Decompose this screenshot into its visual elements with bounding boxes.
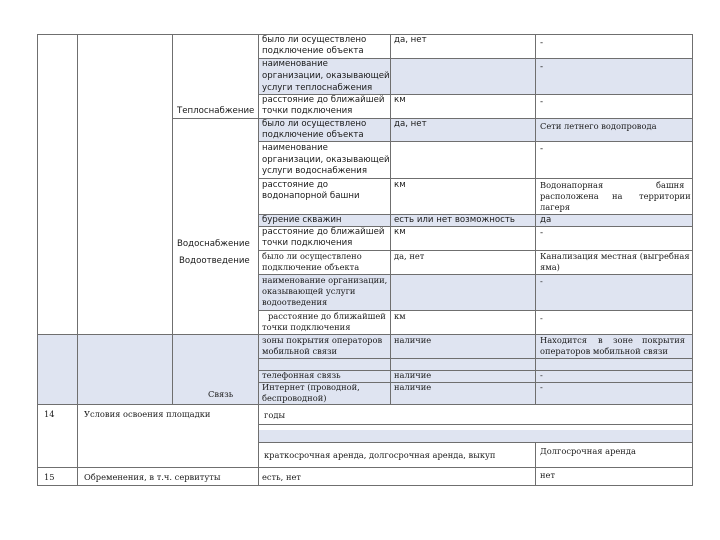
water-a3-w1: Водонапорная [540,180,604,190]
heat-q2-line1: наименование [262,59,328,69]
v-line [535,442,536,485]
v-line [535,34,536,405]
sewer-a1-line1: Канализация местная (выгребная [540,251,690,261]
h-line [37,404,693,405]
comm-a1-line2: операторов мобильной связи [540,346,668,356]
sewer-q2-line2: оказывающей услуги [262,286,356,296]
heat-q1-line1: было ли осуществлено [262,35,367,45]
comm-a3: - [540,382,543,392]
v-line [77,34,78,485]
water-q3-line2: водонапорной башни [262,191,360,201]
sewer-q2-line1: наименование организации, [262,275,388,285]
v-line [258,34,259,485]
water-q1-line1: было ли осуществлено [262,119,367,129]
comm-a1-w2: в [598,335,603,345]
sewer-q1-line1: было ли осуществлено [262,251,362,261]
sewer-label: Водоотведение [179,256,250,266]
comm-q3-line2: беспроводной) [262,393,327,403]
heat-label: Теплоснабжение [177,106,255,116]
water-u3: км [394,180,406,190]
h-line [258,358,692,359]
sewer-a1-line2: яма) [540,262,560,272]
water-a3-w2: башня [656,180,685,190]
heat-q1-line2: подключение объекта [262,46,364,56]
h-line [172,118,692,119]
heat-a3: - [540,97,544,107]
water-a4: да [540,215,552,225]
sewer-u1: да, нет [394,251,425,261]
water-q2-line2: организации, оказывающей [262,155,390,165]
water-q1-line2: подключение объекта [262,130,364,140]
comm-u1: наличие [394,335,432,345]
h-line [258,141,692,142]
heat-a2: - [540,62,544,72]
water-a3-w6: лагеря [540,202,571,212]
water-q5-line1: расстояние до ближайшей [262,227,385,237]
sewer-q1-line2: подключение объекта [262,262,360,272]
comm-q2: телефонная связь [262,370,341,380]
heat-q3-line1: расстояние до ближайшей [262,95,385,105]
heat-u1: да, нет [394,35,427,45]
sewer-a2: - [540,276,543,286]
row14-number: 14 [44,409,55,419]
band-row14 [258,430,692,442]
sewer-q2-line3: водоотведения [262,297,328,307]
water-u1: да, нет [394,119,427,129]
heat-q3-line2: точки подключения [262,106,353,116]
comm-label: Связь [208,389,234,399]
comm-q3-line1: Интернет (проводной, [262,382,360,392]
heat-a1: - [540,38,544,48]
v-line [390,34,391,405]
water-q2-line3: услуги водоснабжения [262,166,368,176]
row15-number: 15 [44,472,55,482]
comm-a2: - [540,370,543,380]
v-line [692,34,693,485]
water-q5-line2: точки подключения [262,238,353,248]
comm-q1-line1: зоны покрытия операторов [262,335,383,345]
water-q3-line1: расстояние до [262,180,329,190]
comm-a1-w4: покрытия [642,335,685,345]
comm-q1-line2: мобильной связи [262,346,338,356]
comm-u2: наличие [394,370,432,380]
v-line [37,34,38,485]
water-label: Водоснабжение [177,239,250,249]
heat-u3: км [394,95,406,105]
h-line [37,467,693,468]
sewer-q3-line1: расстояние до ближайшей [268,311,386,321]
row14-units: годы [264,410,286,420]
heat-q2-line2: организации, оказывающей [262,71,390,81]
h-line [258,424,692,425]
water-u4: есть или нет возможность [394,215,515,225]
water-a3-w5: территории [639,191,691,201]
row14-answer: Долгосрочная аренда [540,446,636,456]
h-line [258,442,692,443]
water-a1: Сети летнего водопровода [540,121,657,131]
water-q4: бурение скважин [262,215,342,225]
water-a2: - [540,144,544,154]
comm-a1-w1: Находится [540,335,587,345]
row15-options: есть, нет [262,472,301,482]
comm-u3: наличие [394,382,432,392]
sewer-u3: км [394,311,406,321]
v-line [172,34,173,405]
water-a3-w3: расположена [540,191,599,201]
row14-options: краткосрочная аренда, долгосрочная аренда, выкуп [264,450,496,460]
water-a3-w4: на [612,191,623,201]
row14-label: Условия освоения площадки [84,409,211,419]
heat-q2-line3: услуги теплоснабжения [262,83,373,93]
comm-a1-w3: зоне [613,335,633,345]
sewer-a3: - [540,313,543,323]
sewer-q3-line2: точки подключения [262,322,351,332]
h-line [258,178,692,179]
h-line [37,485,693,486]
row15-label: Обременения, в т.ч. сервитуты [84,472,221,482]
water-u5: км [394,227,406,237]
row15-answer: нет [540,470,556,480]
water-q2-line1: наименование [262,143,328,153]
water-a5: - [540,228,544,238]
